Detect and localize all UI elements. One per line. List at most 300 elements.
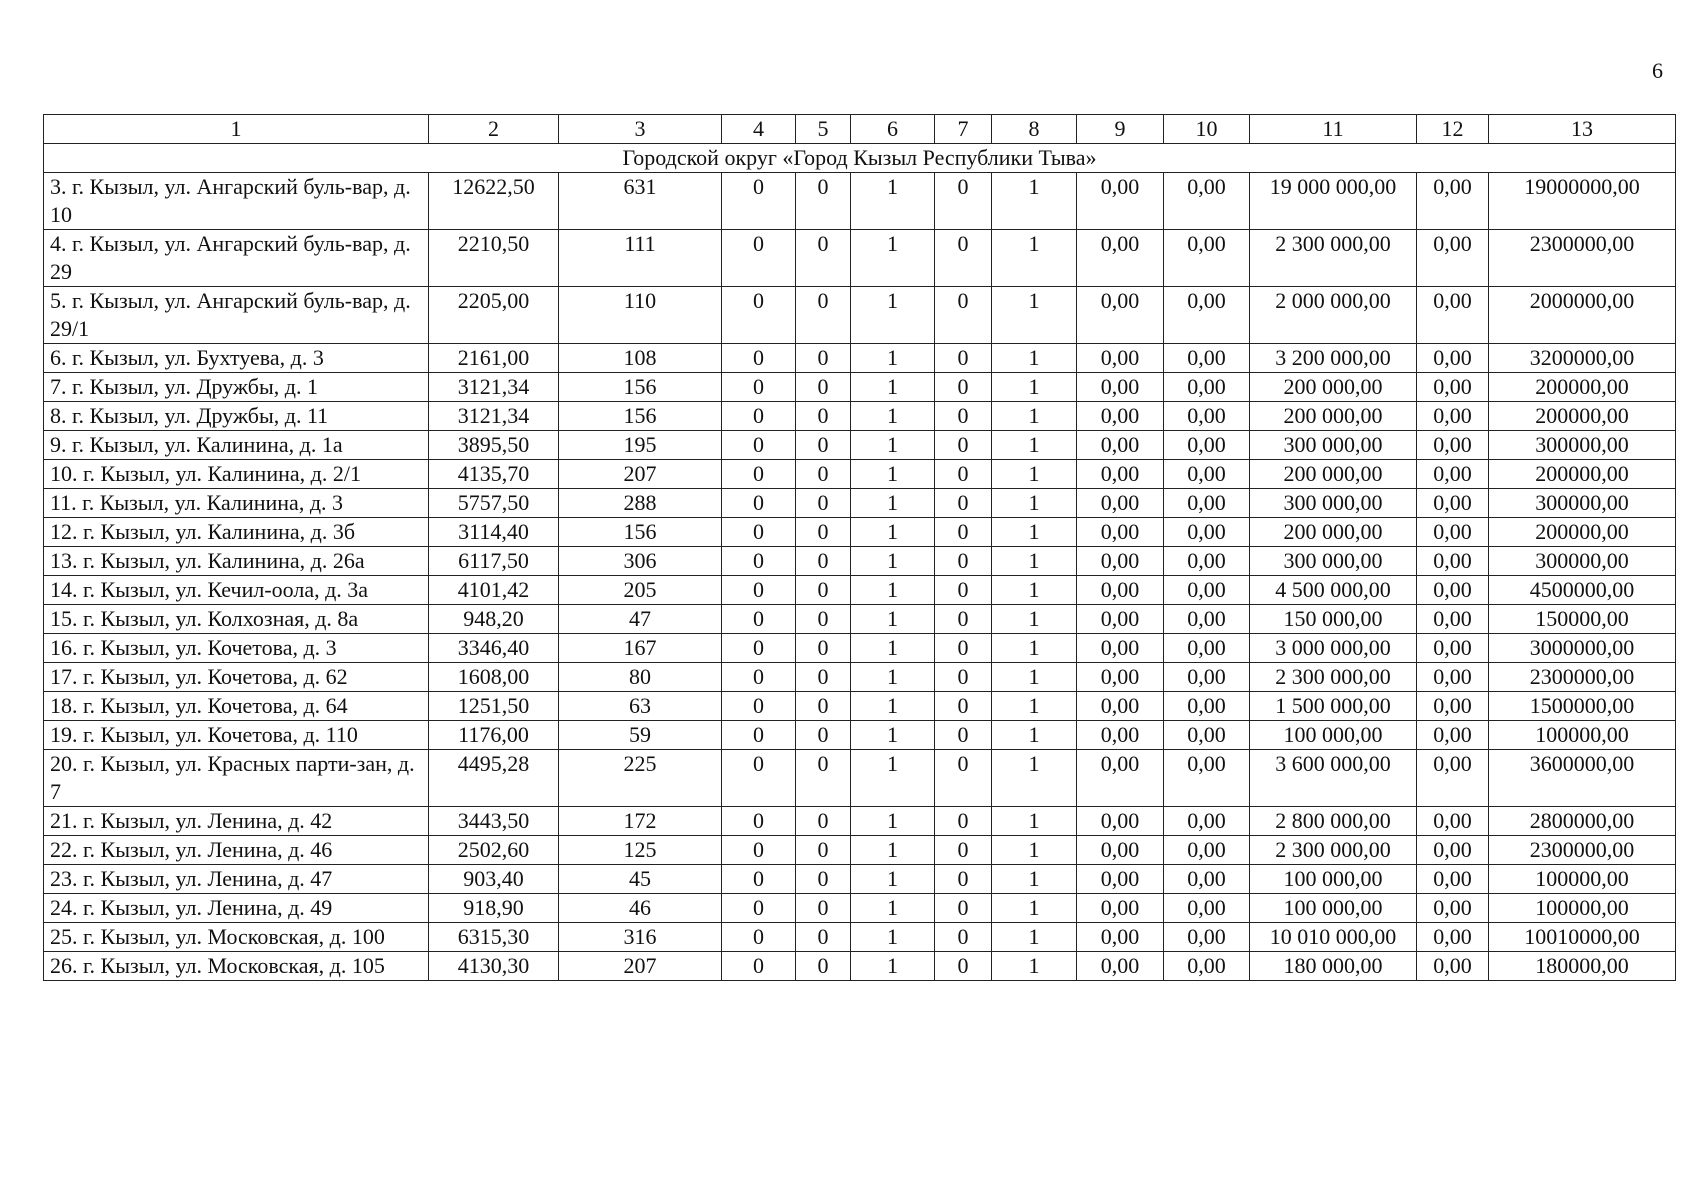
table-row — [44, 692, 1676, 721]
address-cell: 9. г. Кызыл, ул. Калинина, д. 1а — [44, 431, 429, 460]
table-row — [44, 952, 1676, 981]
column-header: 10 — [1164, 115, 1250, 144]
value-cell: 2205,00 — [429, 287, 559, 344]
value-cell: 0 — [722, 865, 796, 894]
value-cell: 1 — [851, 402, 935, 431]
value-cell: 80 — [559, 663, 722, 692]
value-cell: 2 000 000,00 — [1250, 287, 1417, 344]
column-header: 7 — [935, 115, 992, 144]
value-cell: 0,00 — [1077, 692, 1164, 721]
value-cell: 0 — [935, 807, 992, 836]
value-cell: 207 — [559, 952, 722, 981]
value-cell: 1 — [992, 287, 1077, 344]
address-cell: 3. г. Кызыл, ул. Ангарский буль-вар, д. 10 — [44, 173, 429, 230]
value-cell: 0 — [796, 344, 851, 373]
value-cell: 4135,70 — [429, 460, 559, 489]
value-cell: 5757,50 — [429, 489, 559, 518]
value-cell: 0 — [722, 663, 796, 692]
value-cell: 2 300 000,00 — [1250, 230, 1417, 287]
value-cell: 1500000,00 — [1489, 692, 1676, 721]
value-cell: 3895,50 — [429, 431, 559, 460]
value-cell: 0,00 — [1164, 634, 1250, 663]
value-cell: 1 500 000,00 — [1250, 692, 1417, 721]
value-cell: 300 000,00 — [1250, 547, 1417, 576]
value-cell: 1 — [992, 605, 1077, 634]
value-cell: 0 — [722, 952, 796, 981]
value-cell: 0,00 — [1077, 287, 1164, 344]
address-cell: 10. г. Кызыл, ул. Калинина, д. 2/1 — [44, 460, 429, 489]
address-cell: 8. г. Кызыл, ул. Дружбы, д. 11 — [44, 402, 429, 431]
address-cell: 17. г. Кызыл, ул. Кочетова, д. 62 — [44, 663, 429, 692]
value-cell: 0 — [722, 173, 796, 230]
value-cell: 0,00 — [1417, 460, 1489, 489]
value-cell: 0,00 — [1077, 518, 1164, 547]
address-cell: 6. г. Кызыл, ул. Бухтуева, д. 3 — [44, 344, 429, 373]
address-cell: 22. г. Кызыл, ул. Ленина, д. 46 — [44, 836, 429, 865]
value-cell: 0 — [796, 605, 851, 634]
value-cell: 0,00 — [1417, 836, 1489, 865]
value-cell: 0 — [796, 460, 851, 489]
value-cell: 0 — [935, 230, 992, 287]
value-cell: 200000,00 — [1489, 402, 1676, 431]
table-row — [44, 460, 1676, 489]
table-row — [44, 287, 1676, 344]
value-cell: 59 — [559, 721, 722, 750]
value-cell: 0,00 — [1164, 894, 1250, 923]
table-row — [44, 518, 1676, 547]
value-cell: 0,00 — [1164, 287, 1250, 344]
value-cell: 0,00 — [1417, 807, 1489, 836]
value-cell: 0,00 — [1077, 721, 1164, 750]
value-cell: 0 — [935, 576, 992, 605]
value-cell: 1 — [851, 431, 935, 460]
value-cell: 0,00 — [1077, 605, 1164, 634]
value-cell: 0,00 — [1077, 373, 1164, 402]
value-cell: 200 000,00 — [1250, 402, 1417, 431]
value-cell: 1 — [992, 721, 1077, 750]
value-cell: 2 300 000,00 — [1250, 836, 1417, 865]
value-cell: 3121,34 — [429, 402, 559, 431]
value-cell: 200000,00 — [1489, 460, 1676, 489]
data-table — [43, 114, 1676, 981]
value-cell: 125 — [559, 836, 722, 865]
value-cell: 0,00 — [1417, 518, 1489, 547]
address-cell: 18. г. Кызыл, ул. Кочетова, д. 64 — [44, 692, 429, 721]
region-row — [44, 144, 1676, 173]
value-cell: 19000000,00 — [1489, 173, 1676, 230]
value-cell: 2800000,00 — [1489, 807, 1676, 836]
value-cell: 167 — [559, 634, 722, 663]
value-cell: 0 — [796, 923, 851, 952]
value-cell: 0,00 — [1164, 230, 1250, 287]
value-cell: 0,00 — [1417, 952, 1489, 981]
value-cell: 0,00 — [1077, 402, 1164, 431]
value-cell: 0 — [796, 807, 851, 836]
table-row — [44, 807, 1676, 836]
value-cell: 0 — [935, 489, 992, 518]
value-cell: 1 — [851, 373, 935, 402]
value-cell: 1 — [992, 344, 1077, 373]
table-row — [44, 663, 1676, 692]
address-cell: 4. г. Кызыл, ул. Ангарский буль-вар, д. 29 — [44, 230, 429, 287]
value-cell: 0 — [935, 836, 992, 865]
value-cell: 0 — [796, 894, 851, 923]
value-cell: 2300000,00 — [1489, 836, 1676, 865]
value-cell: 0 — [935, 547, 992, 576]
table-row — [44, 634, 1676, 663]
value-cell: 2210,50 — [429, 230, 559, 287]
address-cell: 24. г. Кызыл, ул. Ленина, д. 49 — [44, 894, 429, 923]
value-cell: 1 — [992, 576, 1077, 605]
value-cell: 0 — [722, 923, 796, 952]
value-cell: 200000,00 — [1489, 373, 1676, 402]
value-cell: 0,00 — [1077, 836, 1164, 865]
address-cell: 13. г. Кызыл, ул. Калинина, д. 26а — [44, 547, 429, 576]
value-cell: 156 — [559, 373, 722, 402]
value-cell: 2 300 000,00 — [1250, 663, 1417, 692]
value-cell: 0 — [722, 344, 796, 373]
value-cell: 1 — [992, 807, 1077, 836]
value-cell: 3 600 000,00 — [1250, 750, 1417, 807]
value-cell: 0,00 — [1164, 923, 1250, 952]
value-cell: 3346,40 — [429, 634, 559, 663]
value-cell: 0 — [796, 836, 851, 865]
value-cell: 0 — [935, 721, 992, 750]
value-cell: 0 — [796, 230, 851, 287]
value-cell: 0,00 — [1077, 865, 1164, 894]
value-cell: 10010000,00 — [1489, 923, 1676, 952]
value-cell: 300 000,00 — [1250, 489, 1417, 518]
value-cell: 3 200 000,00 — [1250, 344, 1417, 373]
value-cell: 0,00 — [1417, 373, 1489, 402]
value-cell: 0 — [935, 287, 992, 344]
value-cell: 0 — [722, 576, 796, 605]
column-header: 4 — [722, 115, 796, 144]
table-row — [44, 605, 1676, 634]
value-cell: 3600000,00 — [1489, 750, 1676, 807]
value-cell: 225 — [559, 750, 722, 807]
value-cell: 1 — [851, 923, 935, 952]
value-cell: 3000000,00 — [1489, 634, 1676, 663]
value-cell: 0 — [796, 952, 851, 981]
table-row — [44, 750, 1676, 807]
value-cell: 3 000 000,00 — [1250, 634, 1417, 663]
table-row — [44, 489, 1676, 518]
value-cell: 1 — [992, 663, 1077, 692]
value-cell: 948,20 — [429, 605, 559, 634]
value-cell: 0 — [796, 865, 851, 894]
value-cell: 0,00 — [1077, 634, 1164, 663]
value-cell: 2 800 000,00 — [1250, 807, 1417, 836]
value-cell: 1 — [851, 952, 935, 981]
value-cell: 0 — [722, 605, 796, 634]
column-header: 1 — [44, 115, 429, 144]
value-cell: 0 — [796, 173, 851, 230]
value-cell: 47 — [559, 605, 722, 634]
value-cell: 0,00 — [1077, 344, 1164, 373]
value-cell: 1 — [851, 344, 935, 373]
value-cell: 0,00 — [1077, 547, 1164, 576]
value-cell: 1 — [851, 663, 935, 692]
value-cell: 0,00 — [1417, 230, 1489, 287]
value-cell: 150 000,00 — [1250, 605, 1417, 634]
address-cell: 20. г. Кызыл, ул. Красных парти-зан, д. 7 — [44, 750, 429, 807]
address-cell: 7. г. Кызыл, ул. Дружбы, д. 1 — [44, 373, 429, 402]
value-cell: 3121,34 — [429, 373, 559, 402]
value-cell: 0 — [796, 663, 851, 692]
value-cell: 1 — [992, 865, 1077, 894]
value-cell: 1176,00 — [429, 721, 559, 750]
value-cell: 0,00 — [1164, 750, 1250, 807]
table-row — [44, 173, 1676, 230]
value-cell: 6117,50 — [429, 547, 559, 576]
value-cell: 0,00 — [1077, 750, 1164, 807]
value-cell: 180000,00 — [1489, 952, 1676, 981]
value-cell: 0 — [796, 402, 851, 431]
value-cell: 0 — [796, 634, 851, 663]
value-cell: 0 — [935, 894, 992, 923]
value-cell: 0,00 — [1417, 634, 1489, 663]
column-header: 3 — [559, 115, 722, 144]
value-cell: 1 — [851, 721, 935, 750]
value-cell: 0,00 — [1164, 807, 1250, 836]
value-cell: 0,00 — [1417, 547, 1489, 576]
value-cell: 10 010 000,00 — [1250, 923, 1417, 952]
value-cell: 1 — [992, 750, 1077, 807]
value-cell: 0 — [796, 750, 851, 807]
value-cell: 4500000,00 — [1489, 576, 1676, 605]
value-cell: 45 — [559, 865, 722, 894]
value-cell: 0 — [722, 431, 796, 460]
value-cell: 918,90 — [429, 894, 559, 923]
value-cell: 0 — [796, 576, 851, 605]
address-cell: 14. г. Кызыл, ул. Кечил-оола, д. 3а — [44, 576, 429, 605]
value-cell: 1 — [851, 807, 935, 836]
value-cell: 903,40 — [429, 865, 559, 894]
address-cell: 12. г. Кызыл, ул. Калинина, д. 3б — [44, 518, 429, 547]
value-cell: 63 — [559, 692, 722, 721]
value-cell: 46 — [559, 894, 722, 923]
value-cell: 0 — [796, 518, 851, 547]
column-header: 2 — [429, 115, 559, 144]
table-row — [44, 431, 1676, 460]
value-cell: 0 — [722, 547, 796, 576]
value-cell: 0,00 — [1417, 173, 1489, 230]
value-cell: 0,00 — [1077, 952, 1164, 981]
column-header: 6 — [851, 115, 935, 144]
value-cell: 1608,00 — [429, 663, 559, 692]
value-cell: 4130,30 — [429, 952, 559, 981]
value-cell: 1 — [851, 692, 935, 721]
value-cell: 0,00 — [1164, 836, 1250, 865]
value-cell: 0 — [935, 952, 992, 981]
value-cell: 100000,00 — [1489, 894, 1676, 923]
value-cell: 0,00 — [1417, 750, 1489, 807]
value-cell: 0 — [935, 173, 992, 230]
value-cell: 0 — [722, 373, 796, 402]
value-cell: 1 — [851, 836, 935, 865]
value-cell: 0,00 — [1164, 663, 1250, 692]
table-row — [44, 865, 1676, 894]
value-cell: 4 500 000,00 — [1250, 576, 1417, 605]
value-cell: 0 — [935, 518, 992, 547]
value-cell: 0,00 — [1417, 605, 1489, 634]
value-cell: 1 — [851, 489, 935, 518]
value-cell: 1 — [851, 547, 935, 576]
value-cell: 0,00 — [1164, 173, 1250, 230]
value-cell: 0 — [935, 692, 992, 721]
value-cell: 3114,40 — [429, 518, 559, 547]
value-cell: 200000,00 — [1489, 518, 1676, 547]
table-row — [44, 576, 1676, 605]
value-cell: 1 — [992, 402, 1077, 431]
value-cell: 0 — [935, 750, 992, 807]
table-body — [44, 144, 1676, 981]
column-header: 5 — [796, 115, 851, 144]
value-cell: 12622,50 — [429, 173, 559, 230]
value-cell: 180 000,00 — [1250, 952, 1417, 981]
value-cell: 300 000,00 — [1250, 431, 1417, 460]
value-cell: 1 — [992, 489, 1077, 518]
value-cell: 0,00 — [1077, 923, 1164, 952]
value-cell: 0,00 — [1077, 576, 1164, 605]
value-cell: 0,00 — [1164, 547, 1250, 576]
value-cell: 0,00 — [1417, 344, 1489, 373]
value-cell: 4101,42 — [429, 576, 559, 605]
value-cell: 0 — [935, 865, 992, 894]
value-cell: 0,00 — [1164, 605, 1250, 634]
value-cell: 0 — [722, 489, 796, 518]
value-cell: 108 — [559, 344, 722, 373]
value-cell: 1 — [992, 431, 1077, 460]
value-cell: 0 — [722, 894, 796, 923]
value-cell: 0 — [935, 923, 992, 952]
value-cell: 0 — [796, 431, 851, 460]
value-cell: 0 — [722, 836, 796, 865]
value-cell: 1 — [851, 287, 935, 344]
value-cell: 1 — [992, 230, 1077, 287]
value-cell: 0 — [796, 287, 851, 344]
column-header: 13 — [1489, 115, 1676, 144]
value-cell: 1 — [992, 952, 1077, 981]
value-cell: 0,00 — [1164, 460, 1250, 489]
value-cell: 1 — [992, 894, 1077, 923]
value-cell: 0,00 — [1417, 431, 1489, 460]
value-cell: 0 — [935, 402, 992, 431]
value-cell: 1 — [992, 547, 1077, 576]
value-cell: 1 — [992, 634, 1077, 663]
table-row — [44, 923, 1676, 952]
table-row — [44, 373, 1676, 402]
address-cell: 11. г. Кызыл, ул. Калинина, д. 3 — [44, 489, 429, 518]
value-cell: 0,00 — [1164, 952, 1250, 981]
value-cell: 0,00 — [1164, 721, 1250, 750]
value-cell: 2300000,00 — [1489, 663, 1676, 692]
value-cell: 6315,30 — [429, 923, 559, 952]
address-cell: 23. г. Кызыл, ул. Ленина, д. 47 — [44, 865, 429, 894]
value-cell: 0 — [796, 489, 851, 518]
value-cell: 0,00 — [1164, 344, 1250, 373]
value-cell: 110 — [559, 287, 722, 344]
value-cell: 1251,50 — [429, 692, 559, 721]
value-cell: 1 — [851, 894, 935, 923]
value-cell: 0,00 — [1077, 230, 1164, 287]
value-cell: 0,00 — [1417, 287, 1489, 344]
value-cell: 0 — [796, 373, 851, 402]
value-cell: 0 — [722, 750, 796, 807]
value-cell: 2300000,00 — [1489, 230, 1676, 287]
value-cell: 0 — [722, 518, 796, 547]
value-cell: 0,00 — [1077, 431, 1164, 460]
table-row — [44, 836, 1676, 865]
value-cell: 100000,00 — [1489, 865, 1676, 894]
value-cell: 1 — [992, 692, 1077, 721]
value-cell: 200 000,00 — [1250, 460, 1417, 489]
value-cell: 4495,28 — [429, 750, 559, 807]
value-cell: 0,00 — [1164, 373, 1250, 402]
value-cell: 0 — [935, 431, 992, 460]
value-cell: 316 — [559, 923, 722, 952]
table-row — [44, 402, 1676, 431]
value-cell: 156 — [559, 402, 722, 431]
value-cell: 0,00 — [1417, 923, 1489, 952]
column-header: 11 — [1250, 115, 1417, 144]
value-cell: 0,00 — [1077, 807, 1164, 836]
value-cell: 1 — [851, 865, 935, 894]
value-cell: 3200000,00 — [1489, 344, 1676, 373]
value-cell: 205 — [559, 576, 722, 605]
region-title: Городской округ «Город Кызыл Республики Тыва» — [44, 144, 1676, 173]
value-cell: 0 — [935, 373, 992, 402]
value-cell: 1 — [992, 173, 1077, 230]
value-cell: 0,00 — [1164, 692, 1250, 721]
value-cell: 0,00 — [1417, 663, 1489, 692]
value-cell: 1 — [851, 576, 935, 605]
value-cell: 0 — [722, 721, 796, 750]
value-cell: 300000,00 — [1489, 547, 1676, 576]
table-row — [44, 230, 1676, 287]
value-cell: 0 — [796, 692, 851, 721]
value-cell: 0,00 — [1164, 489, 1250, 518]
value-cell: 1 — [992, 373, 1077, 402]
column-header: 12 — [1417, 115, 1489, 144]
value-cell: 1 — [851, 634, 935, 663]
value-cell: 0,00 — [1417, 865, 1489, 894]
value-cell: 0,00 — [1164, 431, 1250, 460]
column-header: 8 — [992, 115, 1077, 144]
value-cell: 0 — [722, 692, 796, 721]
value-cell: 200 000,00 — [1250, 518, 1417, 547]
value-cell: 0 — [796, 547, 851, 576]
column-header: 9 — [1077, 115, 1164, 144]
value-cell: 3443,50 — [429, 807, 559, 836]
value-cell: 0 — [722, 230, 796, 287]
address-cell: 21. г. Кызыл, ул. Ленина, д. 42 — [44, 807, 429, 836]
address-cell: 26. г. Кызыл, ул. Московская, д. 105 — [44, 952, 429, 981]
value-cell: 0 — [722, 634, 796, 663]
value-cell: 0 — [935, 663, 992, 692]
address-cell: 15. г. Кызыл, ул. Колхозная, д. 8а — [44, 605, 429, 634]
value-cell: 0,00 — [1077, 460, 1164, 489]
value-cell: 172 — [559, 807, 722, 836]
value-cell: 100000,00 — [1489, 721, 1676, 750]
value-cell: 195 — [559, 431, 722, 460]
value-cell: 300000,00 — [1489, 489, 1676, 518]
address-cell: 5. г. Кызыл, ул. Ангарский буль-вар, д. 29/1 — [44, 287, 429, 344]
value-cell: 1 — [992, 836, 1077, 865]
value-cell: 156 — [559, 518, 722, 547]
table-row — [44, 721, 1676, 750]
